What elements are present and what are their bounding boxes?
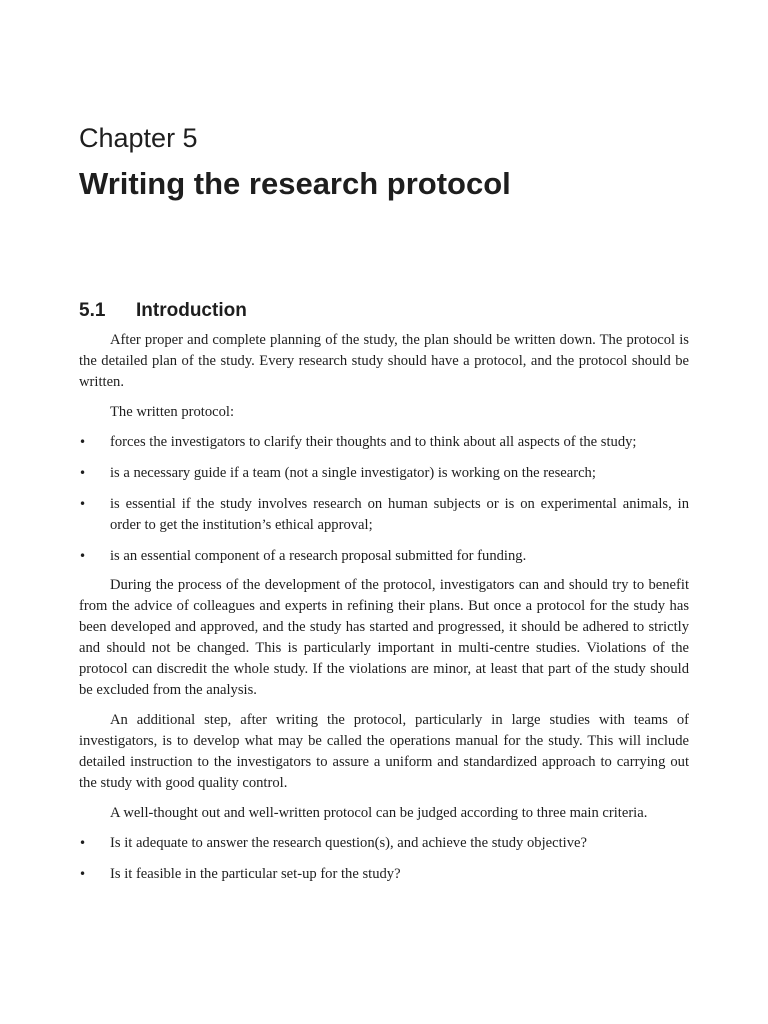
chapter-label: Chapter 5 [79, 123, 198, 153]
list-item [79, 494, 689, 536]
document-page [79, 118, 689, 882]
list-item-text: Is it adequate to answer the research question(s), and achieve the study objective? [110, 835, 587, 851]
list-item [79, 463, 689, 484]
list-item [79, 833, 689, 854]
bullet-icon: • [79, 466, 87, 480]
bullet-icon: • [79, 836, 87, 850]
list-item-text: is an essential component of a research proposal submitted for funding. [110, 548, 527, 564]
list-item [79, 864, 689, 885]
criteria-bullet-list [79, 833, 689, 885]
paragraph-operations-manual: An additional step, after writing the protocol, particularly in large studies with teams of investigators, is to develop what may be called the operations manual for the study. This will include detailed instruction to the investigators to assure a uniform and standardized approach to carrying out the study with good quality control. [79, 712, 689, 791]
protocol-bullet-list [79, 432, 689, 567]
list-item-text: Is it feasible in the particular set-up for the study? [110, 866, 401, 882]
paragraph-criteria: A well-thought out and well-written protocol can be judged according to three main criteria. [110, 805, 648, 821]
list-item-text: forces the investigators to clarify their thoughts and to think about all aspects of the study; [110, 434, 637, 450]
list-item [79, 546, 689, 567]
bullet-icon: • [79, 497, 87, 511]
bullet-icon: • [79, 435, 87, 449]
paragraph-written-protocol: The written protocol: [110, 404, 235, 420]
list-item-text: is essential if the study involves research on human subjects or is on experimental animals, in order to get the institution’s ethical approval; [110, 496, 689, 533]
chapter-title: Writing the research protocol [79, 166, 511, 201]
list-item [79, 432, 689, 453]
section-body [79, 330, 689, 895]
section-heading [79, 298, 247, 324]
bullet-icon: • [79, 867, 87, 881]
list-item-text: is a necessary guide if a team (not a single investigator) is working on the research; [110, 465, 596, 481]
paragraph-intro: After proper and complete planning of the study, the plan should be written down. The protocol is the detailed plan of the study. Every research study should have a protocol, and the protocol should be written. [79, 332, 689, 390]
section-number: 5.1 [79, 300, 106, 321]
bullet-icon: • [79, 549, 87, 563]
section-title: Introduction [136, 300, 247, 321]
paragraph-development: During the process of the development of the protocol, investigators can and should try to benefit from the advice of colleagues and experts in refining their plans. But once a protocol for the study has been developed and approved, and the study has started and progressed, it should be adhered to strictly and should not be changed. This is particularly important in multi-centre studies. Violations of the protocol can discredit the whole study. If the violations are minor, at least that part of the study should be excluded from the analysis. [79, 577, 689, 698]
